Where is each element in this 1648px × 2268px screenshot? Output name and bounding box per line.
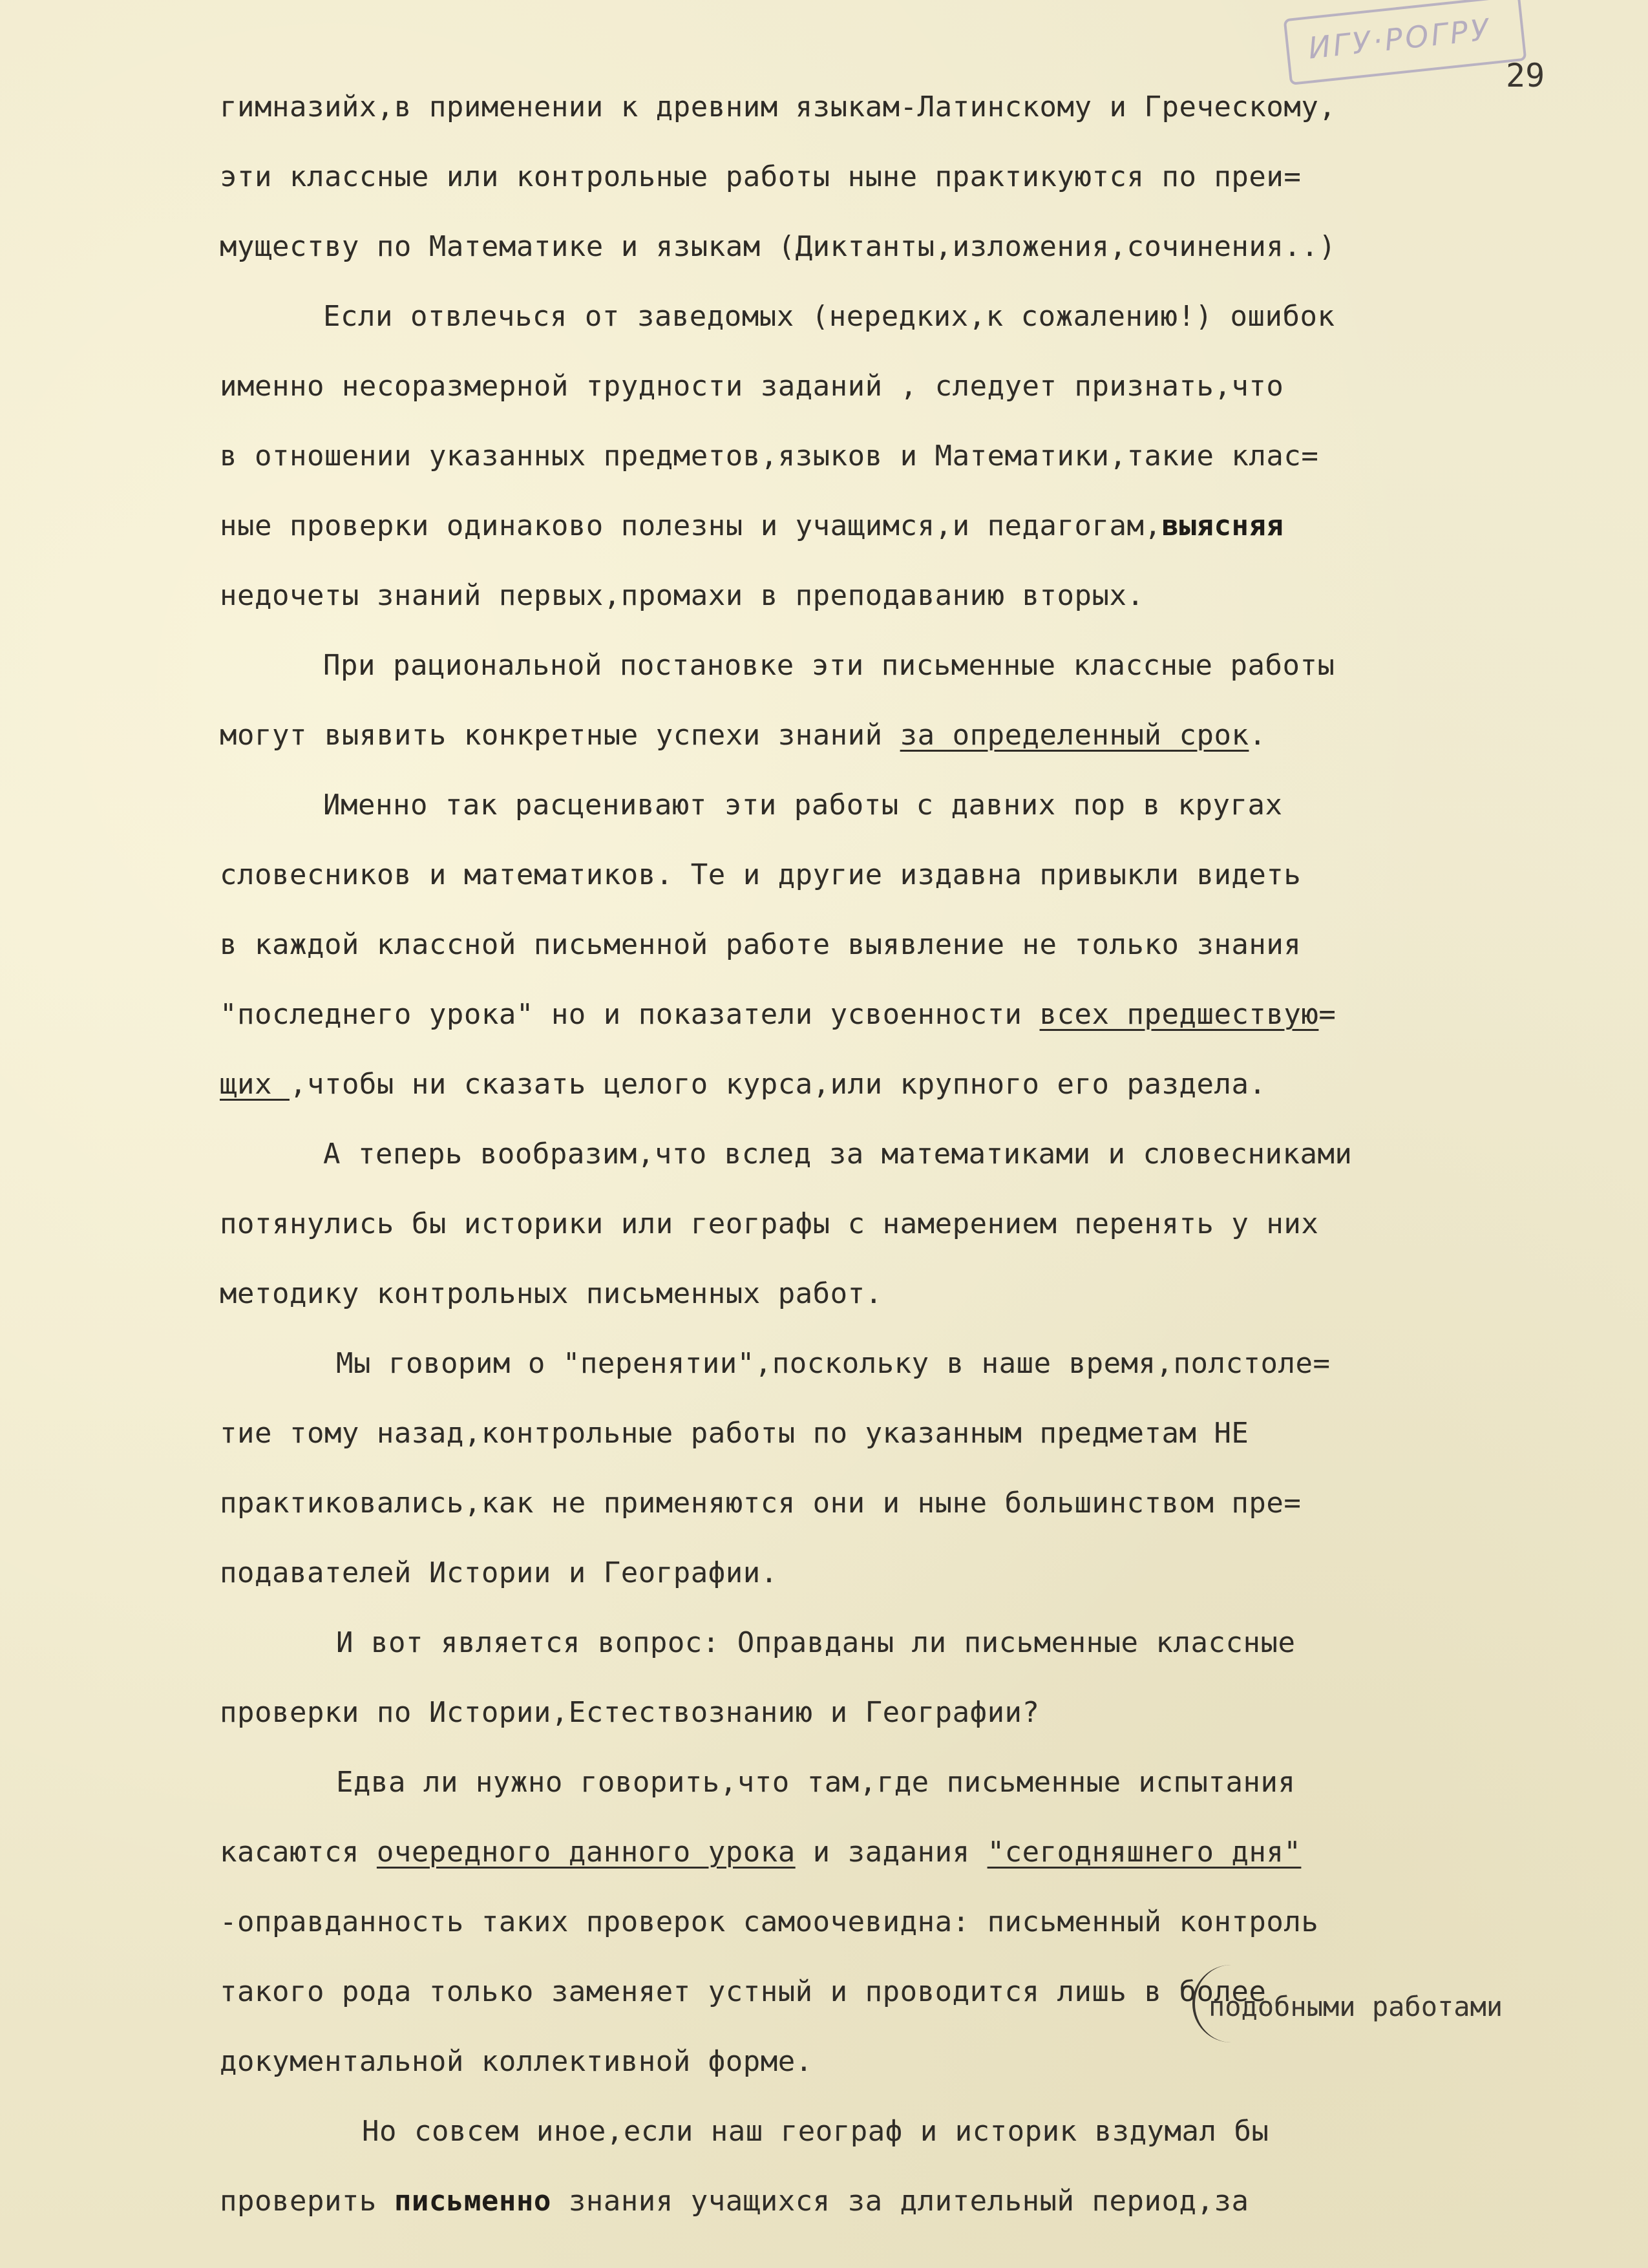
text-line-3 (220, 230, 1336, 263)
text-segment: И вот является вопрос: Оправданы ли письменные классные (336, 1626, 1296, 1659)
text-line-24 (220, 1696, 1040, 1729)
text-segment: методику контрольных письменных работ. (220, 1277, 883, 1310)
text-segment: При рациональной постановке эти письменные классные работы (323, 649, 1335, 682)
underlined-text: "сегодняшнего дня" (987, 1836, 1302, 1869)
text-segment: такого рода только заменяет устный и проводится лишь в более (220, 1975, 1267, 2008)
text-line-21 (220, 1487, 1301, 1520)
text-segment: касаются (220, 1836, 377, 1869)
text-segment: документальной коллективной форме. (220, 2045, 813, 2078)
text-line-20 (220, 1417, 1249, 1450)
text-segment: ,чтобы ни сказать целого курса,или крупного его раздела. (289, 1068, 1267, 1101)
text-line-18 (220, 1277, 883, 1310)
text-segment: словесников и математиков. Те и другие издавна привыкли видеть (220, 858, 1302, 891)
text-line-30 (362, 2115, 1269, 2148)
text-segment: гимназийх,в применении к древним языкам-Латинскому и Греческому, (220, 90, 1336, 123)
text-segment: ные проверки одинаково полезны и учащимся,и педагогам, (220, 509, 1162, 542)
text-line-22 (220, 1556, 778, 1589)
text-line-15 (220, 1068, 1266, 1101)
text-line-4 (323, 300, 1335, 333)
text-segment: проверки по Истории,Естествознанию и Географии? (220, 1696, 1040, 1729)
text-segment: могут выявить конкретные успехи знаний (220, 719, 900, 752)
text-segment: тие тому назад,контрольные работы по указанным предметам НЕ (220, 1417, 1249, 1450)
text-line-6 (220, 440, 1318, 472)
text-line-1 (220, 90, 1336, 123)
text-line-12 (220, 858, 1301, 891)
underlined-text: щих (220, 1068, 290, 1101)
text-segment: практиковались,как не применяются они и ныне большинством пре= (220, 1487, 1302, 1520)
text-segment: и задания (795, 1836, 988, 1869)
text-line-25 (336, 1766, 1295, 1799)
text-line-23 (336, 1626, 1295, 1659)
text-segment: подавателей Истории и Географии. (220, 1556, 778, 1589)
text-segment: проверить (220, 2185, 394, 2218)
text-segment: знания учащихся за длительный период,за (551, 2185, 1249, 2218)
text-line-16 (323, 1138, 1352, 1171)
text-segment: потянулись бы историки или географы с намерением перенять у них (220, 1207, 1319, 1240)
text-line-26 (220, 1836, 1301, 1869)
text-line-13 (220, 928, 1301, 961)
page-number: 29 (1506, 57, 1545, 94)
text-line-11 (323, 789, 1282, 821)
text-line-19 (336, 1347, 1330, 1380)
text-segment: Едва ли нужно говорить,что там,где письменные испытания (336, 1766, 1296, 1799)
text-segment: Именно так расценивают эти работы с давних пор в кругах (323, 789, 1283, 821)
text-segment: недочеты знаний первых,промахи в преподаванию вторых. (220, 579, 1145, 612)
text-line-5 (220, 370, 1284, 403)
text-segment: Но совсем иное,если наш географ и историк вздумал бы (362, 2115, 1269, 2148)
text-line-31 (220, 2185, 1249, 2218)
text-segment: именно несоразмерной трудности заданий , следует признать,что (220, 370, 1284, 403)
text-segment: "последнего урока" но и показатели усвоенности (220, 998, 1040, 1031)
text-segment: в каждой классной письменной работе выявление не только знания (220, 928, 1302, 961)
margin-note: подобными работами (1209, 1991, 1503, 2022)
text-line-17 (220, 1207, 1318, 1240)
text-segment: = (1318, 998, 1336, 1031)
overtyped-text: выясняя (1161, 509, 1284, 542)
text-segment: . (1249, 719, 1267, 752)
text-line-14 (220, 998, 1336, 1031)
underlined-text: всех предшествую (1039, 998, 1319, 1031)
underlined-text: за определенный срок (900, 719, 1249, 752)
text-line-9 (323, 649, 1335, 682)
text-segment: муществу по Математике и языкам (Диктанты,изложения,сочинения..) (220, 230, 1336, 263)
text-line-8 (220, 579, 1144, 612)
text-line-28 (220, 1975, 1266, 2008)
text-segment: Мы говорим о "перенятии",поскольку в наше время,полстоле= (336, 1347, 1331, 1380)
text-segment: -оправданность таких проверок самоочевидна: письменный контроль (220, 1905, 1319, 1938)
text-segment: эти классные или контрольные работы ныне практикуются по преи= (220, 160, 1302, 193)
archive-stamp: ИГУ·РОГРУ (1284, 0, 1527, 85)
underlined-text: очередного данного урока (376, 1836, 796, 1869)
text-line-29 (220, 2045, 813, 2078)
text-line-27 (220, 1905, 1318, 1938)
text-line-10 (220, 719, 1266, 752)
text-segment: в отношении указанных предметов,языков и Математики,такие клас= (220, 440, 1319, 472)
text-line-7 (220, 509, 1284, 542)
text-line-2 (220, 160, 1301, 193)
text-segment: А теперь вообразим,что вслед за математиками и словесниками (323, 1138, 1353, 1171)
overtyped-text: письменно (394, 2185, 551, 2218)
text-segment: Если отвлечься от заведомых (нередких,к сожалению!) ошибок (323, 300, 1335, 333)
